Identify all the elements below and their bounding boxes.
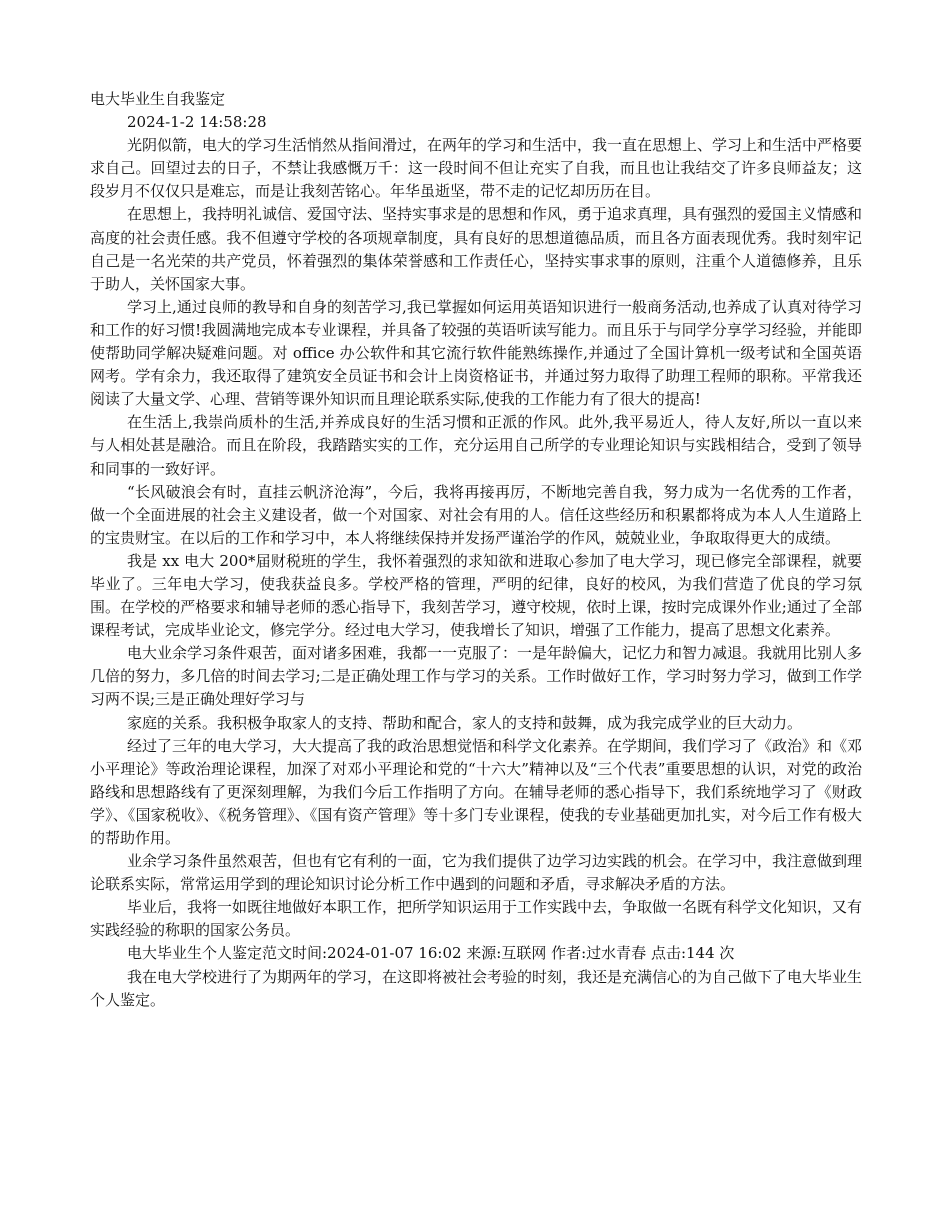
paragraph-future: “长风破浪会有时，直挂云帆济沧海”，今后，我将再接再厉，不断地完善自我，努力成为一名优秀的工作者，做一个全面进展的社会主义建设者，做一个对国家、对社会有用的人。信任这些经历和积累都将成为本人人生道路上的宝贵财宝。在以后的工作和学习中，本人将继续保持并发扬严谨治学的作风，兢兢业业，争取取得更大的成绩。 (90, 482, 862, 547)
paragraph-ideology: 在思想上，我持明礼诚信、爱国守法、坚持实事求是的思想和作风，勇于追求真理，具有强烈的爱国主义情感和高度的社会责任感。我不但遵守学校的各项规章制度，具有良好的思想道德品质，而且各方面表现优秀。我时刻牢记自己是一名光荣的共产党员，怀着强烈的集体荣誉感和工作责任心，坚持实事求事的原则，注重个人道德修养，且乐于助人，关怀国家大事。 (90, 205, 863, 293)
paragraph-closing: 我在电大学校进行了为期两年的学习，在这即将被社会考验的时刻，我还是充满信心的为自己做下了电大毕业生个人鉴定。 (90, 967, 863, 1009)
document-body (90, 88, 862, 1012)
paragraph-after-graduation: 毕业后，我将一如既往地做好本职工作，把所学知识运用于工作实践中去，争取做一名既有科学文化知识，又有实践经验的称职的国家公务员。 (90, 898, 863, 940)
paragraph-life: 在生活上,我崇尚质朴的生活,并养成良好的生活习惯和正派的作风。此外,我平易近人，待人友好,所以一直以来与人相处甚是融洽。而且在阶段，我踏踏实实的工作，充分运用自己所学的专业理论知识与实践相结合，受到了领导和同事的一致好评。 (90, 413, 862, 478)
document-title: 电大毕业生自我鉴定 (90, 90, 226, 108)
document-timestamp: 2024-1-2 14:58:28 (127, 113, 267, 132)
paragraph-background: 我是 xx 电大 200*届财税班的学生，我怀着强烈的求知欲和进取心参加了电大学习，现已修完全部课程，就要毕业了。三年电大学习，使我获益良多。学校严格的管理，严明的纪律，良好的校风，为我们营造了优良的学习氛围。在学校的严格要求和辅导老师的悉心指导下，我刻苦学习，遵守校规，依时上课，按时完成课外作业;通过了全部课程考试，完成毕业论文，修完学分。经过电大学习，使我增长了知识，增强了工作能力，提高了思想文化素养。 (90, 551, 862, 640)
paragraph-study: 学习上,通过良师的教导和自身的刻苦学习,我已掌握如何运用英语知识进行一般商务活动,也养成了认真对待学习和工作的好习惯!我圆满地完成本专业课程，并具备了较强的英语听读写能力。而且乐于与同学分享学习经验，并能即使帮助同学解决疑难问题。对 office 办公软件和其它流行软件能熟练操作,并通过了全国计算机一级考试和全国英语网考。学有余力，我还取得了建筑安全员证书和会计上岗资格证书，并通过努力取得了助理工程师的职称。平常我还阅读了大量文学、心理、营销等课外知识而且理论联系实际,使我的工作能力有了很大的提高! (90, 297, 862, 409)
paragraph-intro: 光阴似箭，电大的学习生活悄然从指间滑过，在两年的学习和生活中，我一直在思想上、学习上和生活中严格要求自己。回望过去的日子，不禁让我感慨万千：这一段时间不但让充实了自我，而且也让我结交了许多良师益友；这段岁月不仅仅只是难忘，而是让我刻苦铭心。年华虽逝坚，带不走的记忆却历历在目。 (90, 136, 863, 201)
paragraph-politics: 经过了三年的电大学习，大大提高了我的政治思想觉悟和科学文化素养。在学期间，我们学习了《政治》和《邓小平理论》等政治理论课程，加深了对邓小平理论和党的“十六大”精神以及“三个代表”重要思想的认识，对党的政治路线和思想路线有了更深刻理解，为我们今后工作指明了方向。在辅导老师的悉心指导下，我们系统地学习了《财政学》、《国家税收》、《税务管理》、《国有资产管理》等十多门专业课程，使我的专业基础更加扎实，对今后工作有极大的帮助作用。 (90, 736, 863, 847)
article-meta-line: 电大毕业生个人鉴定范文时间:2024-01-07 16:02 来源:互联网 作者:过水青春 点击:144 次 (127, 944, 735, 963)
paragraph-family: 家庭的关系。我积极争取家人的支持、帮助和配合，家人的支持和鼓舞，成为我完成学业的巨大动力。 (127, 713, 803, 732)
paragraph-difficulties: 电大业余学习条件艰苦，面对诸多困难，我都一一克服了：一是年龄偏大，记忆力和智力减退。我就用比别人多几倍的努力，多几倍的时间去学习;二是正确处理工作与学习的关系。工作时做好工作，学习时努力学习，做到工作学习两不误;三是正确处理好学习与 (90, 644, 863, 709)
paragraph-practice: 业余学习条件虽然艰苦，但也有它有利的一面，它为我们提供了边学习边实践的机会。在学习中，我注意做到理论联系实际，常常运用学到的理论知识讨论分析工作中遇到的问题和矛盾，寻求解决矛盾的方法。 (90, 852, 863, 894)
